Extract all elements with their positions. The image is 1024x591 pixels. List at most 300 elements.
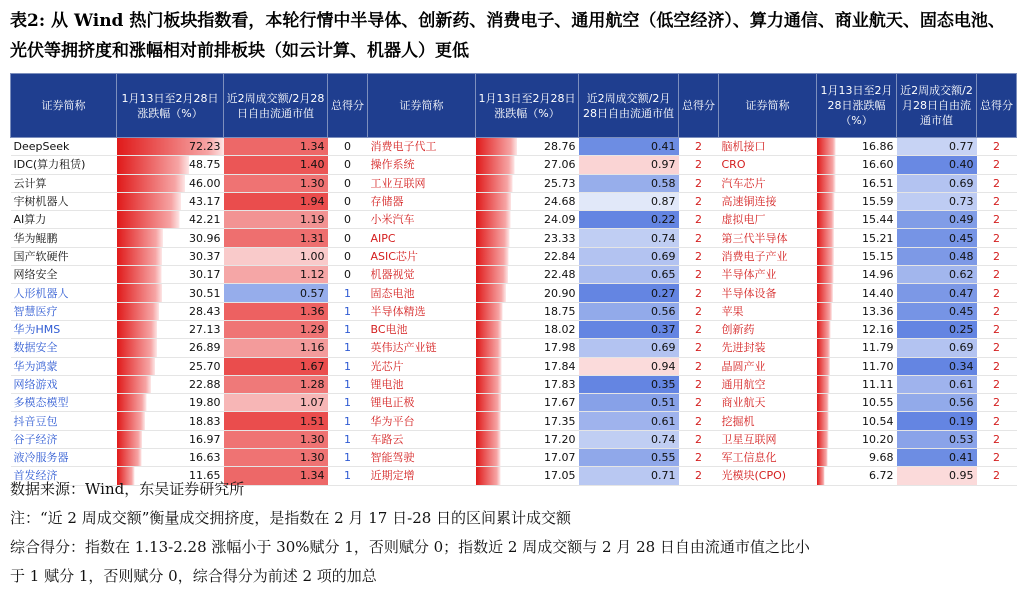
- ratio-value: 0.45: [949, 231, 974, 245]
- change-value: 46.00: [189, 176, 221, 190]
- header-ratio: 近2周成交额/2月28日自由流通市值: [897, 74, 977, 138]
- total-score: 0: [328, 156, 368, 174]
- table-row: [11, 430, 1017, 448]
- change-cell: [117, 156, 224, 174]
- sector-name: BC电池: [368, 320, 476, 338]
- ratio-value: 0.94: [651, 359, 676, 373]
- change-cell: [476, 375, 579, 393]
- ratio-value: 0.47: [949, 286, 974, 300]
- change-value: 11.70: [862, 359, 894, 373]
- ratio-value: 0.61: [651, 414, 676, 428]
- change-value: 17.05: [544, 469, 576, 483]
- ratio-value: 0.69: [651, 249, 676, 263]
- total-score: 2: [977, 412, 1017, 430]
- ratio-value: 0.74: [651, 432, 676, 446]
- table-row: [11, 412, 1017, 430]
- ratio-value: 1.94: [300, 195, 325, 209]
- change-cell: [117, 394, 224, 412]
- change-cell: [117, 229, 224, 247]
- sector-name: 虚拟电厂: [719, 211, 817, 229]
- change-cell: [476, 357, 579, 375]
- table-row: [11, 138, 1017, 156]
- ratio-value: 0.48: [949, 249, 974, 263]
- change-value: 72.23: [189, 140, 221, 154]
- change-cell: [117, 320, 224, 338]
- ratio-cell: [579, 375, 679, 393]
- ratio-cell: [579, 156, 679, 174]
- change-value: 26.89: [189, 341, 221, 355]
- change-cell: [476, 211, 579, 229]
- change-cell: [117, 211, 224, 229]
- total-score: 1: [328, 357, 368, 375]
- change-cell: [817, 320, 897, 338]
- ratio-value: 0.51: [651, 396, 676, 410]
- change-value: 15.44: [862, 213, 894, 227]
- ratio-value: 0.22: [651, 213, 676, 227]
- change-value: 12.16: [862, 323, 894, 337]
- sector-name: 智慧医疗: [11, 302, 117, 320]
- total-score: 2: [977, 247, 1017, 265]
- ratio-value: 1.28: [300, 378, 325, 391]
- footnotes: [10, 475, 1020, 591]
- change-value: 15.15: [862, 249, 894, 263]
- sector-name: 工业互联网: [368, 174, 476, 192]
- change-cell: [476, 412, 579, 430]
- total-score: 2: [977, 449, 1017, 467]
- change-cell: [117, 430, 224, 448]
- sector-name: 晶圆产业: [719, 357, 817, 375]
- ratio-value: 0.40: [949, 158, 974, 172]
- sector-name: AIPC: [368, 229, 476, 247]
- change-value: 6.72: [869, 469, 894, 483]
- sector-name: 数据安全: [11, 339, 117, 357]
- ratio-value: 0.19: [949, 414, 974, 428]
- change-cell: [117, 247, 224, 265]
- ratio-cell: [579, 284, 679, 302]
- change-cell: [117, 266, 224, 284]
- total-score: 1: [328, 320, 368, 338]
- ratio-cell: [579, 320, 679, 338]
- table-title: 表2: 从 Wind 热门板块指数看，本轮行情中半导体、创新药、消费电子、通用航空（低空经济）、算力通信、商业航天、固态电池、光伏等拥挤度和涨幅相对前排板块（如云计算、机器人）更低: [10, 11, 1005, 61]
- sector-name: IDC(算力租赁): [11, 156, 117, 174]
- ratio-value: 0.55: [651, 451, 676, 465]
- ratio-value: 0.34: [949, 359, 974, 373]
- ratio-value: 1.34: [300, 140, 325, 154]
- total-score: 2: [679, 302, 719, 320]
- change-cell: [817, 138, 897, 156]
- change-value: 15.59: [862, 195, 894, 209]
- table-row: [11, 174, 1017, 192]
- change-value: 19.80: [189, 396, 221, 410]
- ratio-cell: [579, 229, 679, 247]
- ratio-cell: [579, 192, 679, 210]
- total-score: 2: [679, 357, 719, 375]
- sector-name: 卫星互联网: [719, 430, 817, 448]
- ratio-value: 1.19: [300, 213, 325, 227]
- change-cell: [817, 266, 897, 284]
- sector-name: 第三代半导体: [719, 229, 817, 247]
- ratio-cell: [897, 192, 977, 210]
- sector-name: DeepSeek: [11, 138, 117, 156]
- sector-name: 创新药: [719, 320, 817, 338]
- total-score: 1: [328, 375, 368, 393]
- ratio-cell: [224, 412, 328, 430]
- sector-name: 英伟达产业链: [368, 339, 476, 357]
- ratio-cell: [579, 394, 679, 412]
- total-score: 1: [328, 449, 368, 467]
- change-cell: [117, 174, 224, 192]
- change-value: 17.83: [544, 378, 576, 391]
- sector-name: 消费电子代工: [368, 138, 476, 156]
- sector-name: 首发经济: [11, 467, 117, 485]
- sector-name: 智能驾驶: [368, 449, 476, 467]
- header-score: 总得分: [977, 74, 1017, 138]
- change-cell: [817, 302, 897, 320]
- sector-name: 半导体设备: [719, 284, 817, 302]
- ratio-cell: [897, 339, 977, 357]
- sector-name: 军工信息化: [719, 449, 817, 467]
- total-score: 0: [328, 174, 368, 192]
- total-score: 2: [977, 375, 1017, 393]
- table-row: [11, 339, 1017, 357]
- sector-name: 锂电池: [368, 375, 476, 393]
- change-cell: [817, 430, 897, 448]
- ratio-cell: [224, 174, 328, 192]
- total-score: 2: [977, 320, 1017, 338]
- table-row: [11, 229, 1017, 247]
- ratio-value: 1.30: [300, 451, 325, 465]
- ratio-cell: [224, 430, 328, 448]
- ratio-value: 0.69: [949, 341, 974, 355]
- total-score: 2: [679, 211, 719, 229]
- ratio-value: 1.00: [300, 249, 325, 263]
- header-change: 1月13日至2月28日涨跌幅（%）: [476, 74, 579, 138]
- change-cell: [817, 211, 897, 229]
- table-row: [11, 284, 1017, 302]
- change-value: 30.37: [189, 249, 221, 263]
- change-value: 30.96: [189, 231, 221, 245]
- source-note: 数据来源：Wind，东吴证券研究所: [10, 480, 245, 498]
- ratio-cell: [897, 284, 977, 302]
- sector-name: 存储器: [368, 192, 476, 210]
- total-score: 2: [977, 229, 1017, 247]
- sector-name: 小米汽车: [368, 211, 476, 229]
- total-score: 2: [977, 339, 1017, 357]
- change-value: 17.84: [544, 359, 576, 373]
- change-value: 17.67: [544, 396, 576, 410]
- sector-name: 谷子经济: [11, 430, 117, 448]
- ratio-value: 0.58: [651, 176, 676, 190]
- total-score: 1: [328, 284, 368, 302]
- sector-name: 多模态模型: [11, 394, 117, 412]
- change-cell: [817, 449, 897, 467]
- total-score: 1: [328, 339, 368, 357]
- ratio-value: 0.56: [651, 304, 676, 318]
- change-cell: [476, 320, 579, 338]
- change-cell: [476, 394, 579, 412]
- sector-name: 华为鲲鹏: [11, 229, 117, 247]
- change-value: 17.07: [544, 451, 576, 465]
- change-cell: [476, 266, 579, 284]
- change-cell: [817, 174, 897, 192]
- ratio-cell: [897, 394, 977, 412]
- header-score: 总得分: [679, 74, 719, 138]
- total-score: 2: [679, 247, 719, 265]
- ratio-value: 0.69: [651, 341, 676, 355]
- ratio-cell: [579, 357, 679, 375]
- ratio-cell: [897, 320, 977, 338]
- table-row: [11, 211, 1017, 229]
- change-cell: [117, 449, 224, 467]
- sector-name: 华为鸿蒙: [11, 357, 117, 375]
- change-cell: [476, 284, 579, 302]
- ratio-cell: [897, 211, 977, 229]
- ratio-value: 1.40: [300, 158, 325, 172]
- change-cell: [476, 339, 579, 357]
- scoring-method-line-2: 于 1 赋分 1，否则赋分 0，综合得分为前述 2 项的加总: [10, 567, 377, 585]
- total-score: 2: [977, 467, 1017, 485]
- header-change: 1月13日至2月28日涨跌幅（%）: [817, 74, 897, 138]
- ratio-cell: [224, 320, 328, 338]
- ratio-cell: [224, 449, 328, 467]
- ratio-value: 1.30: [300, 176, 325, 190]
- change-value: 42.21: [189, 213, 221, 227]
- change-value: 15.21: [862, 231, 894, 245]
- scoring-method-line-1: 综合得分：指数在 1.13-2.28 涨幅小于 30%赋分 1，否则赋分 0；指数近 2 周成交额与 2 月 28 日自由流通市值之比小: [10, 538, 810, 556]
- ratio-value: 1.29: [300, 323, 325, 337]
- ratio-cell: [579, 339, 679, 357]
- change-cell: [476, 229, 579, 247]
- change-value: 22.48: [544, 268, 576, 282]
- total-score: 0: [328, 192, 368, 210]
- change-value: 17.98: [544, 341, 576, 355]
- ratio-value: 0.74: [651, 231, 676, 245]
- sector-name: AI算力: [11, 211, 117, 229]
- ratio-cell: [579, 266, 679, 284]
- ratio-cell: [897, 156, 977, 174]
- sector-name: 近期定增: [368, 467, 476, 485]
- ratio-value: 0.27: [651, 286, 676, 300]
- total-score: 2: [679, 339, 719, 357]
- change-value: 10.54: [862, 414, 894, 428]
- ratio-cell: [224, 375, 328, 393]
- ratio-cell: [579, 449, 679, 467]
- ratio-cell: [897, 302, 977, 320]
- sector-name: 半导体产业: [719, 266, 817, 284]
- change-value: 17.35: [544, 414, 576, 428]
- total-score: 2: [679, 394, 719, 412]
- change-cell: [117, 357, 224, 375]
- total-score: 2: [977, 430, 1017, 448]
- change-cell: [117, 138, 224, 156]
- volume-note: 注：“近 2 周成交额”衡量成交拥挤度，是指数在 2 月 17 日-28 日的区间累计成交额: [10, 509, 572, 527]
- total-score: 0: [328, 229, 368, 247]
- change-value: 22.84: [544, 249, 576, 263]
- change-cell: [117, 284, 224, 302]
- ratio-value: 0.35: [651, 378, 676, 391]
- ratio-cell: [897, 247, 977, 265]
- change-cell: [817, 156, 897, 174]
- sector-name: 苹果: [719, 302, 817, 320]
- ratio-cell: [224, 192, 328, 210]
- total-score: 2: [679, 284, 719, 302]
- change-value: 20.90: [544, 286, 576, 300]
- change-cell: [476, 302, 579, 320]
- change-cell: [817, 375, 897, 393]
- ratio-cell: [897, 412, 977, 430]
- sector-name: 商业航天: [719, 394, 817, 412]
- total-score: 1: [328, 412, 368, 430]
- header-score: 总得分: [328, 74, 368, 138]
- ratio-value: 1.67: [300, 359, 325, 373]
- total-score: 0: [328, 138, 368, 156]
- change-value: 18.02: [544, 323, 576, 337]
- ratio-cell: [897, 357, 977, 375]
- table-row: [11, 449, 1017, 467]
- sector-name: ASIC芯片: [368, 247, 476, 265]
- ratio-cell: [224, 211, 328, 229]
- sector-name: 光芯片: [368, 357, 476, 375]
- total-score: 1: [328, 302, 368, 320]
- change-cell: [117, 339, 224, 357]
- sector-name: 华为HMS: [11, 320, 117, 338]
- change-value: 24.68: [544, 195, 576, 209]
- change-value: 27.13: [189, 323, 221, 337]
- change-cell: [817, 394, 897, 412]
- sector-name: 脑机接口: [719, 138, 817, 156]
- ratio-value: 0.45: [949, 304, 974, 318]
- sector-name: 网络安全: [11, 266, 117, 284]
- change-value: 30.51: [189, 286, 221, 300]
- change-value: 28.76: [544, 140, 576, 154]
- sector-name: 国产软硬件: [11, 247, 117, 265]
- total-score: 2: [977, 192, 1017, 210]
- header-row: [11, 74, 1017, 138]
- change-value: 27.06: [544, 158, 576, 172]
- ratio-value: 1.36: [300, 304, 325, 318]
- change-value: 17.20: [544, 432, 576, 446]
- sector-name: 车路云: [368, 430, 476, 448]
- change-value: 24.09: [544, 213, 576, 227]
- ratio-value: 0.62: [949, 268, 974, 282]
- ratio-value: 1.12: [300, 268, 325, 282]
- total-score: 2: [977, 357, 1017, 375]
- total-score: 0: [328, 247, 368, 265]
- total-score: 2: [679, 320, 719, 338]
- change-value: 30.17: [189, 268, 221, 282]
- total-score: 2: [679, 266, 719, 284]
- header-name: 证券简称: [368, 74, 476, 138]
- ratio-cell: [224, 266, 328, 284]
- change-cell: [476, 156, 579, 174]
- change-value: 9.68: [869, 451, 894, 465]
- total-score: 2: [977, 394, 1017, 412]
- ratio-cell: [224, 138, 328, 156]
- ratio-cell: [579, 247, 679, 265]
- ratio-cell: [224, 357, 328, 375]
- sector-name: 固态电池: [368, 284, 476, 302]
- header-change: 1月13日至2月28日涨跌幅（%）: [117, 74, 224, 138]
- sector-name: 半导体精选: [368, 302, 476, 320]
- change-value: 25.73: [544, 176, 576, 190]
- total-score: 2: [679, 138, 719, 156]
- total-score: 2: [679, 467, 719, 485]
- ratio-value: 0.65: [651, 268, 676, 282]
- ratio-cell: [897, 138, 977, 156]
- total-score: 1: [328, 430, 368, 448]
- total-score: 1: [328, 394, 368, 412]
- change-value: 25.70: [189, 359, 221, 373]
- table-body: [11, 138, 1017, 486]
- ratio-value: 0.25: [949, 323, 974, 337]
- header-name: 证券简称: [719, 74, 817, 138]
- change-cell: [817, 412, 897, 430]
- ratio-cell: [224, 284, 328, 302]
- change-value: 14.96: [862, 268, 894, 282]
- total-score: 0: [328, 211, 368, 229]
- change-cell: [476, 430, 579, 448]
- header-ratio: 近2周成交额/2月28日自由流通市值: [224, 74, 328, 138]
- ratio-value: 1.07: [300, 396, 325, 410]
- change-cell: [817, 229, 897, 247]
- ratio-value: 1.51: [300, 414, 325, 428]
- change-value: 16.86: [862, 140, 894, 154]
- change-cell: [476, 192, 579, 210]
- change-cell: [476, 247, 579, 265]
- change-value: 11.11: [862, 378, 894, 391]
- ratio-value: 0.53: [949, 432, 974, 446]
- change-value: 10.55: [862, 396, 894, 410]
- sector-name: 通用航空: [719, 375, 817, 393]
- total-score: 2: [977, 284, 1017, 302]
- sector-name: 先进封装: [719, 339, 817, 357]
- ratio-cell: [579, 211, 679, 229]
- ratio-value: 0.61: [949, 378, 974, 391]
- ratio-value: 0.71: [651, 469, 676, 483]
- sector-name: CRO: [719, 156, 817, 174]
- total-score: 1: [328, 467, 368, 485]
- table-row: [11, 375, 1017, 393]
- ratio-cell: [224, 302, 328, 320]
- sector-name: 光模块(CPO): [719, 467, 817, 485]
- sector-name: 操作系统: [368, 156, 476, 174]
- change-cell: [817, 339, 897, 357]
- change-cell: [117, 412, 224, 430]
- total-score: 2: [977, 302, 1017, 320]
- change-value: 28.43: [189, 304, 221, 318]
- change-value: 23.33: [544, 231, 576, 245]
- ratio-cell: [579, 138, 679, 156]
- ratio-value: 0.97: [651, 158, 676, 172]
- change-value: 48.75: [189, 158, 221, 172]
- change-cell: [476, 138, 579, 156]
- sector-name: 抖音豆包: [11, 412, 117, 430]
- total-score: 2: [679, 412, 719, 430]
- change-value: 16.51: [862, 176, 894, 190]
- change-value: 11.65: [189, 469, 221, 483]
- total-score: 2: [977, 138, 1017, 156]
- change-value: 16.63: [189, 451, 221, 465]
- change-value: 16.60: [862, 158, 894, 172]
- ratio-value: 0.73: [949, 195, 974, 209]
- total-score: 2: [679, 375, 719, 393]
- sector-name: 人形机器人: [11, 284, 117, 302]
- sector-name: 高速铜连接: [719, 192, 817, 210]
- ratio-cell: [224, 229, 328, 247]
- ratio-cell: [897, 266, 977, 284]
- sector-name: 挖掘机: [719, 412, 817, 430]
- ratio-value: 0.41: [949, 451, 974, 465]
